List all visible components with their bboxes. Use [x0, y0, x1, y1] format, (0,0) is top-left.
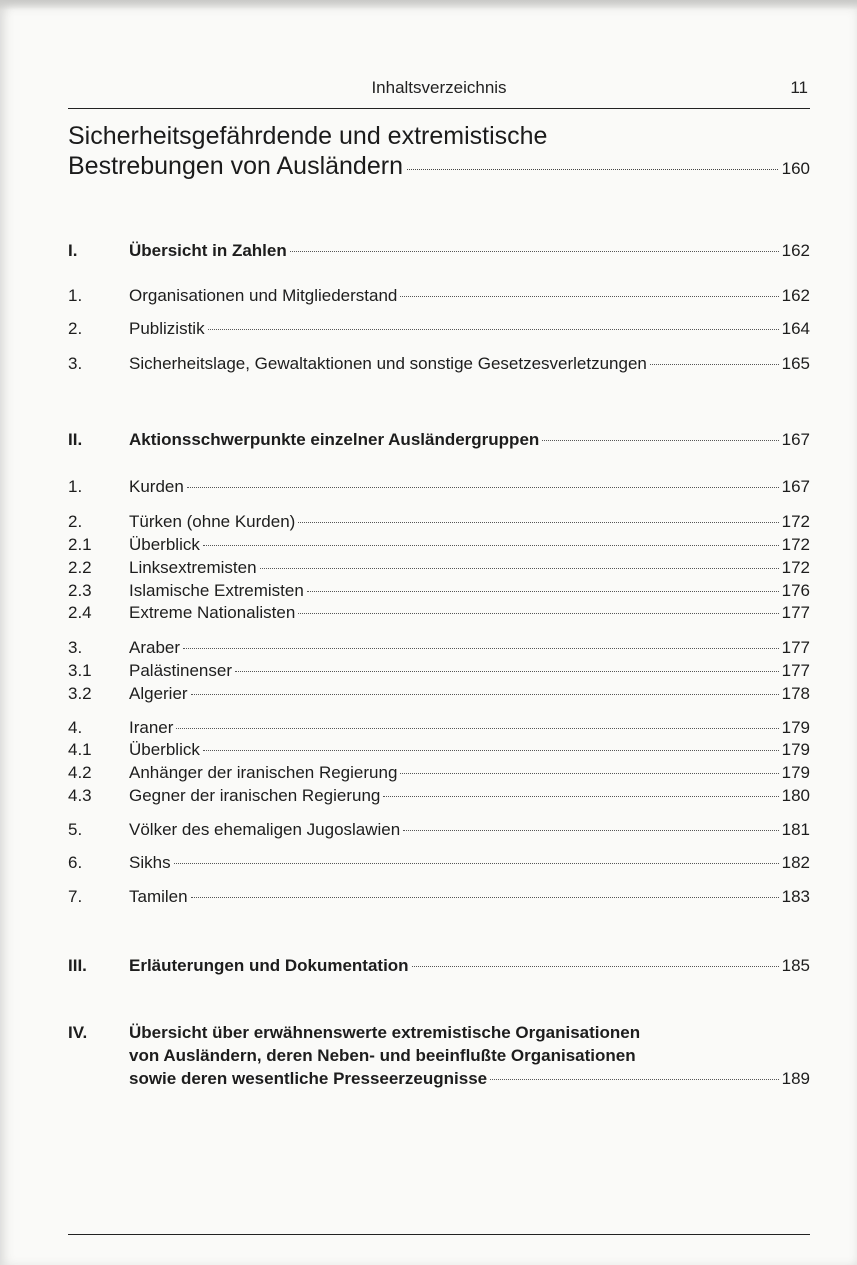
dot-leader: [490, 1079, 779, 1080]
dot-leader: [260, 568, 779, 569]
dot-leader: [298, 613, 778, 614]
toc-page: 167: [781, 430, 810, 449]
dot-leader: [412, 966, 779, 967]
toc-text: Sicherheitslage, Gewaltaktionen und sonstige Gesetzesverletzungen: [129, 354, 647, 373]
toc-text-line-3: [129, 1067, 810, 1090]
toc-page: 167: [781, 477, 810, 496]
toc-page: 162: [781, 286, 810, 305]
header-rule: [68, 108, 810, 109]
toc-text-line-2: von Ausländern, deren Neben- und beeinflußte Organisationen: [129, 1046, 636, 1065]
header-page-number: 11: [790, 78, 808, 97]
toc-page: 172: [781, 535, 810, 554]
toc-entry: [68, 683, 810, 705]
toc-entry: [68, 353, 810, 375]
toc-number: 2.3: [68, 581, 92, 600]
toc-entry: [68, 852, 810, 874]
toc-number: 2.: [68, 319, 83, 338]
toc-number: 1.: [68, 286, 83, 305]
toc-number: III.: [68, 956, 87, 975]
toc-text: Türken (ohne Kurden): [129, 512, 296, 531]
toc-text: Sikhs: [129, 853, 171, 872]
dot-leader: [407, 169, 778, 170]
toc-text: Linksextremisten: [129, 558, 257, 577]
toc-number: 6.: [68, 853, 83, 872]
toc-entry: [68, 717, 810, 739]
toc-text: Kurden: [129, 477, 184, 496]
toc-entry: [68, 739, 810, 761]
toc-number: 3.2: [68, 684, 92, 703]
scan-edge-shadow: [0, 0, 857, 10]
toc-number: IV.: [68, 1023, 88, 1042]
dot-leader: [187, 487, 779, 488]
toc-number: 2.1: [68, 535, 92, 554]
toc-text: sowie deren wesentliche Presseerzeugnisse: [129, 1069, 488, 1088]
toc-entry: [68, 285, 810, 307]
toc-text: Übersicht in Zahlen: [129, 241, 287, 260]
toc-entry: [68, 602, 810, 624]
toc-number: 2.: [68, 512, 83, 531]
toc-number: 4.3: [68, 786, 92, 805]
toc-entry: [68, 534, 810, 556]
dot-leader: [403, 830, 778, 831]
toc-page: 177: [781, 661, 810, 680]
toc-entry: [68, 762, 810, 784]
toc-text: Gegner der iranischen Regierung: [129, 786, 381, 805]
dot-leader: [174, 863, 779, 864]
toc-text: Algerier: [129, 684, 188, 703]
toc-page: 183: [781, 887, 810, 906]
dot-leader: [400, 296, 778, 297]
toc-page: 185: [781, 956, 810, 975]
toc-entry: [68, 785, 810, 807]
chapter-title-line-2: [68, 151, 810, 184]
toc-text: Islamische Extremisten: [129, 581, 304, 600]
dot-leader: [191, 694, 779, 695]
toc-page: 189: [781, 1069, 810, 1088]
toc-section-iv: [68, 1021, 810, 1090]
toc-number: 3.: [68, 354, 83, 373]
dot-leader: [400, 773, 778, 774]
toc-entry: [68, 318, 810, 340]
toc-entry: [68, 819, 810, 841]
chapter-heading: [68, 121, 810, 184]
toc-page: 179: [781, 740, 810, 759]
toc-text: Überblick: [129, 740, 200, 759]
toc-section-iii: [68, 955, 810, 977]
toc-text: Tamilen: [129, 887, 188, 906]
toc-page: 179: [781, 718, 810, 737]
toc-page: 165: [781, 354, 810, 373]
toc-entry: [68, 476, 810, 498]
footer-rule: [68, 1234, 810, 1235]
dot-leader: [203, 545, 779, 546]
toc-page: 180: [781, 786, 810, 805]
toc-section-ii: [68, 429, 810, 451]
dot-leader: [290, 251, 779, 252]
dot-leader: [298, 522, 778, 523]
toc-text: Organisationen und Mitgliederstand: [129, 286, 398, 305]
toc-page: 178: [781, 684, 810, 703]
toc-entry: [68, 511, 810, 533]
toc-entry: [68, 557, 810, 579]
toc-text: Überblick: [129, 535, 200, 554]
dot-leader: [183, 648, 779, 649]
dot-leader: [235, 671, 779, 672]
toc-entry: [68, 637, 810, 659]
dot-leader: [542, 440, 778, 441]
toc-text: Publizistik: [129, 319, 205, 338]
toc-page: 179: [781, 763, 810, 782]
dot-leader: [203, 750, 779, 751]
toc-number: 4.1: [68, 740, 92, 759]
running-header: [68, 76, 810, 102]
dot-leader: [307, 591, 779, 592]
toc-entry: [68, 660, 810, 682]
dot-leader: [191, 897, 779, 898]
header-title: Inhaltsverzeichnis: [371, 78, 507, 97]
toc-number: 7.: [68, 887, 83, 906]
toc-page: 177: [781, 638, 810, 657]
toc-number: 2.2: [68, 558, 92, 577]
chapter-title-text: Bestrebungen von Ausländern: [68, 152, 403, 180]
toc-page: 182: [781, 853, 810, 872]
toc-number: II.: [68, 430, 83, 449]
toc-page: 162: [781, 241, 810, 260]
toc-page: 172: [781, 558, 810, 577]
toc-text-line-1: Übersicht über erwähnenswerte extremistische Organisationen: [129, 1023, 641, 1042]
toc-entry: [68, 886, 810, 908]
dot-leader: [208, 329, 779, 330]
toc-page: 172: [781, 512, 810, 531]
toc-page: 181: [781, 820, 810, 839]
toc-number: 4.2: [68, 763, 92, 782]
toc-page: 177: [781, 603, 810, 622]
toc-text: Aktionsschwerpunkte einzelner Ausländergruppen: [129, 430, 540, 449]
toc-number: 3.: [68, 638, 83, 657]
toc-text: Erläuterungen und Dokumentation: [129, 956, 409, 975]
toc-text: Extreme Nationalisten: [129, 603, 296, 622]
toc-number: 5.: [68, 820, 83, 839]
dot-leader: [176, 728, 778, 729]
toc-page: 164: [781, 319, 810, 338]
toc-number: I.: [68, 241, 78, 260]
chapter-title-line-1: Sicherheitsgefährdende und extremistische: [68, 122, 548, 150]
chapter-page: 160: [781, 159, 810, 178]
toc-number: 3.1: [68, 661, 92, 680]
toc-number: 1.: [68, 477, 83, 496]
toc-text: Araber: [129, 638, 181, 657]
toc-number: 4.: [68, 718, 83, 737]
dot-leader: [650, 364, 779, 365]
toc-page: 176: [781, 581, 810, 600]
toc-text: Völker des ehemaligen Jugoslawien: [129, 820, 401, 839]
toc-text: Palästinenser: [129, 661, 233, 680]
toc-text: Anhänger der iranischen Regierung: [129, 763, 398, 782]
toc-section-i: [68, 240, 810, 262]
dot-leader: [383, 796, 778, 797]
toc-entry: [68, 580, 810, 602]
toc-text: Iraner: [129, 718, 174, 737]
toc-number: 2.4: [68, 603, 92, 622]
